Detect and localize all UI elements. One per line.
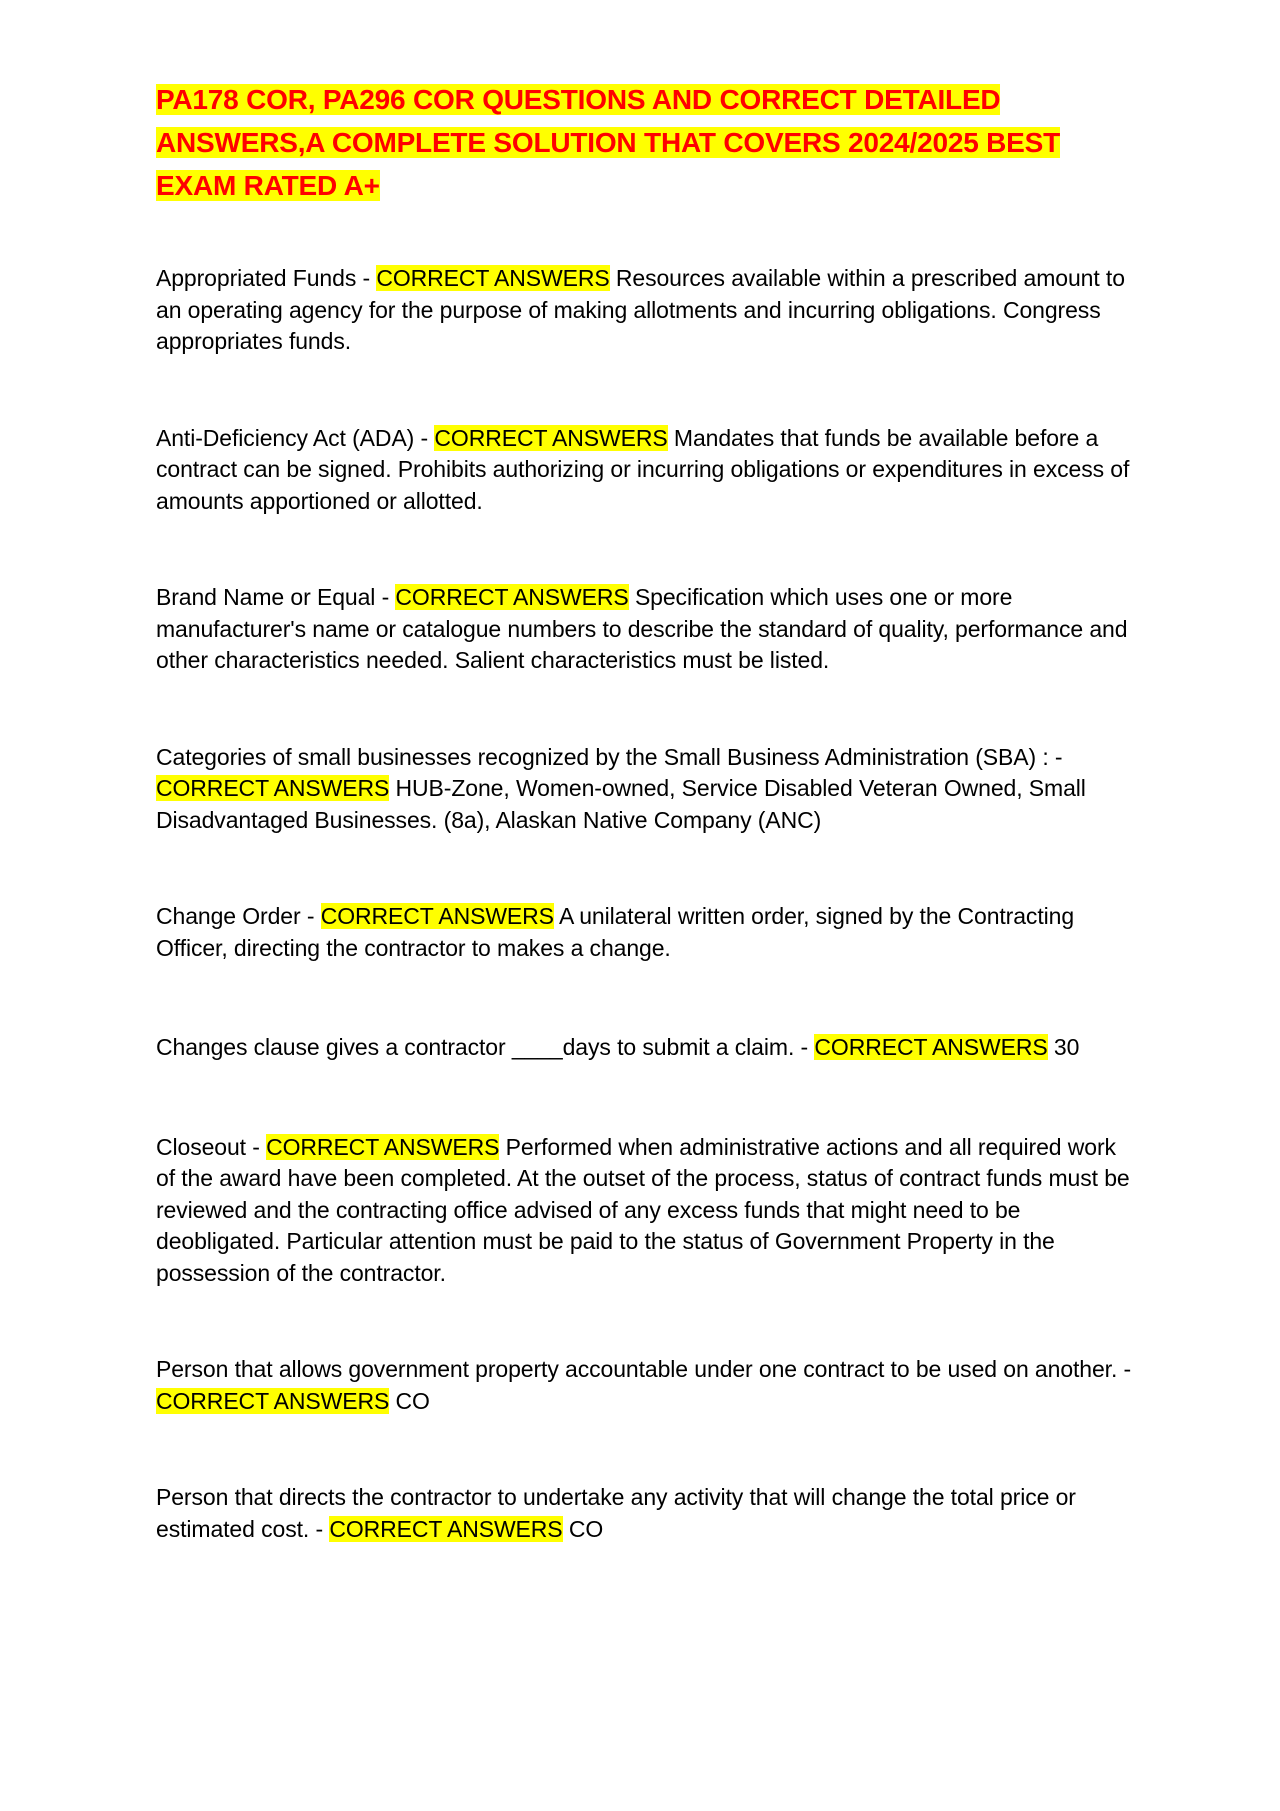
entry-answer: Specification which uses one or more manufacturer's name or catalogue numbers to describe the standard of quality, performance and other characteristics needed. Salient characteristics must be listed.	[156, 584, 1128, 673]
correct-answers-label: CORRECT ANSWERS	[266, 1133, 500, 1160]
entry-question: Changes clause gives a contractor ____days to submit a claim. -	[156, 1034, 815, 1060]
entry-small-business-categories	[156, 742, 1136, 837]
entry-price-change-person	[156, 1482, 1136, 1545]
entry-question: Closeout -	[156, 1133, 267, 1160]
entry-question: Categories of small businesses recognized by the Small Business Administration (SBA) : -	[156, 743, 1063, 770]
entry-brand-name-or-equal	[156, 582, 1136, 677]
entry-change-order	[156, 901, 1136, 964]
entry-question: Change Order -	[156, 903, 321, 929]
entry-question: Person that allows government property accountable under one contract to be used on another. -	[156, 1356, 1132, 1382]
correct-answers-label: CORRECT ANSWERS	[320, 903, 554, 929]
correct-answers-label: CORRECT ANSWERS	[814, 1034, 1048, 1060]
document-page	[156, 78, 1136, 1545]
entry-closeout	[156, 1132, 1136, 1290]
entry-question: Person that directs the contractor to undertake any activity that will change the total price or estimated cost. -	[156, 1484, 1076, 1542]
entry-appropriated-funds	[156, 263, 1136, 358]
entry-answer: Resources available within a prescribed amount to an operating agency for the purpose of making allotments and incurring obligations. Congress appropriates funds.	[156, 265, 1125, 354]
correct-answers-label: CORRECT ANSWERS	[329, 1515, 563, 1542]
entry-answer: CO	[568, 1515, 604, 1542]
correct-answers-label: CORRECT ANSWERS	[434, 424, 668, 451]
entry-question: Appropriated Funds -	[156, 265, 377, 291]
correct-answers-label: CORRECT ANSWERS	[156, 775, 390, 801]
entry-answer: Performed when administrative actions and all required work of the award have been completed. At the outset of the process, status of contract funds must be reviewed and the contracting office advised of any excess funds that might need to be deobligated. Particular attention must be paid to the status of Government Property in the possession of the contractor.	[156, 1133, 1130, 1286]
entry-answer: A unilateral written order, signed by the Contracting Officer, directing the contractor to makes a change.	[156, 903, 1075, 961]
entry-answer: HUB-Zone, Women-owned, Service Disabled Veteran Owned, Small Disadvantaged Businesses. (8a), Alaskan Native Company (ANC)	[156, 775, 1086, 833]
entry-question: Anti-Deficiency Act (ADA) -	[156, 424, 435, 451]
entry-question: Brand Name or Equal -	[156, 584, 396, 610]
document-title	[156, 78, 1136, 207]
correct-answers-label: CORRECT ANSWERS	[395, 584, 629, 610]
correct-answers-label: CORRECT ANSWERS	[376, 265, 610, 291]
entry-anti-deficiency-act	[156, 423, 1136, 518]
entry-government-property-person	[156, 1354, 1136, 1417]
entry-changes-clause	[156, 1032, 1136, 1064]
title-text: PA178 COR, PA296 COR QUESTIONS AND CORRECT DETAILED ANSWERS,A COMPLETE SOLUTION THAT COVERS 2024/2025 BEST EXAM RATED A+	[156, 84, 1061, 201]
entry-answer: 30	[1053, 1034, 1080, 1060]
entry-answer: CO	[395, 1387, 430, 1414]
correct-answers-label: CORRECT ANSWERS	[156, 1387, 390, 1414]
entry-answer: Mandates that funds be available before a contract can be signed. Prohibits authorizing or incurring obligations or expenditures in excess of amounts apportioned or allotted.	[156, 424, 1130, 514]
